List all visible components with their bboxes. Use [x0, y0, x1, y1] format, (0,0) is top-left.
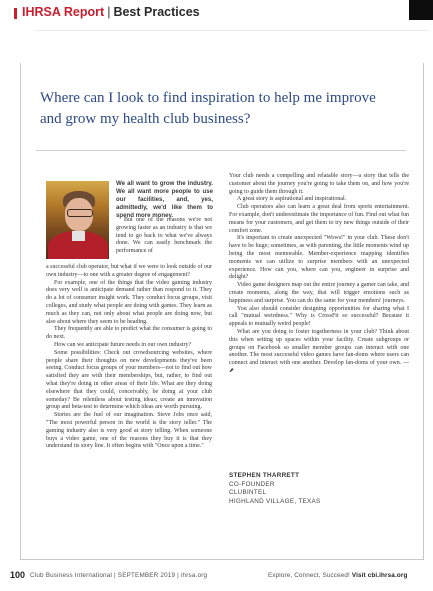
header-section: Best Practices: [113, 5, 200, 19]
footer-tagline: Explore, Connect, Succeed!: [268, 572, 350, 579]
paragraph: Video game designers map out the entire journey a gamer can take, and create moments, along the way, that will trigger emotions such as happiness and surprise. You can do the same for your members' journeys.: [229, 282, 409, 304]
page-number: 100: [10, 570, 26, 580]
paragraph: Stories are the fuel of our imagination. Steve Jobs once said, "The most powerful person in the world is the story teller." The gaming industry also is very good at story telling. When someone buys a video game, one of the reasons they buy it is that they understand its story line. It often begins with "Once upon a time.": [46, 412, 212, 450]
paragraph: Some possibilities: Check out crowdsourcing websites, where people share their thoughts on new developments they've been seeing. Conduct focus groups of your members—not to find out how satisfied they are with their memberships, but, rather, to find out what they're doing in other areas of their life. What are they doing elsewhere that they could, conceivably, be doing at your club someday? Be relentless about testing ideas; create an innovation group and beta-test to determine which ideas are worth pursuing.: [46, 349, 212, 411]
paragraph: Your club needs a compelling and relatable story—a story that tells the customer about the journey you're going to take them on, and how you're going to guide them through it.: [229, 173, 409, 195]
author-title: CO-FOUNDER: [229, 480, 275, 488]
paragraph: What are you doing to foster togetherness in your club? Think about this when setting up spaces within your facility. Create subgroups or groups on Facebook so smaller member groups can interact with one another. The most successful video games have fan-doms where users can connect and interact with one another. Develop fan-doms of your own. —⬈: [229, 328, 409, 374]
paragraph: They frequently are able to predict what the consumer is going to do next.: [46, 326, 212, 341]
paragraph: It's important to create unexpected "Wows!" in your club. These don't have to be huge; sometimes, as with parenting, the little moments wind up being the most memorable. Member-experience mapping identifies moments we can utilize to surprise members with an unexpected experience. How can you, where can you, engineer in surprise and delight?: [229, 235, 409, 281]
header-brand: IHRSA Report: [22, 5, 105, 19]
footer-visit-link[interactable]: Visit cbi.ihrsa.org: [351, 572, 408, 579]
article-lead: We all want to grow the industry. We all want more people to use our facilities, and, yes, admittedly, we'd like them to spend more money.: [116, 180, 213, 219]
header-accent-bar: [14, 8, 17, 19]
page-footer: [0, 570, 433, 584]
author-portrait: [46, 181, 109, 259]
author-name: STEPHEN THARRETT: [229, 472, 300, 479]
paragraph: A great story is aspirational and inspirational.: [237, 196, 347, 203]
column-one-top: [116, 217, 212, 256]
portrait-collar: [72, 231, 85, 241]
footer-publication: Club Business International | SEPTEMBER 2019 | ihrsa.org: [30, 572, 208, 579]
footer-promo: [268, 572, 407, 579]
header-title: [22, 5, 200, 19]
page-header: [0, 0, 433, 24]
author-location: HIGHLAND VILLAGE, TEXAS: [229, 497, 321, 505]
column-one: [46, 264, 212, 451]
paragraph: a successful club operator, but what if we were to look outside of our own industry—to one with a greater degree of engagement?: [46, 264, 212, 278]
question-divider: [36, 150, 406, 151]
header-rule: [34, 30, 429, 31]
portrait-glasses: [67, 209, 93, 217]
paragraph: You also should consider designing opportunities for sharing what I call "mutual weirdness." Why is CrossFit so successful? Because it appeals to mutually weird people!: [229, 305, 409, 328]
author-signature: [229, 472, 409, 506]
article-question: Where can I look to find inspiration to help me improve and grow my health club business?: [40, 90, 376, 127]
header-separator: |: [107, 5, 111, 19]
paragraph: How can we anticipate future needs in our own industry?: [54, 341, 192, 348]
author-company: CLUBINTEL: [229, 489, 267, 496]
paragraph: For example, one of the things that the video gaming industry does very well is anticipate demand rather than respond to it. They do a lot of consumer insight work. They conduct focus groups, visit colleges, and study what people are doing with games. They learn as much as they can, not only about what people are doing now, but also about where they seem to be heading.: [46, 279, 212, 325]
paragraph: But one of the reasons we're not growing faster as an industry is that we tend to go back to what we've always done. We can easily benchmark the performance of: [116, 217, 212, 255]
column-two: [229, 173, 409, 376]
corner-tab: [409, 0, 433, 20]
paragraph: Club operators also can learn a great deal from sports entertainment. For example, don't underestimate the importance of fun. Find out what fun means for your customers, and get them to try new things outside of their comfort zone.: [229, 204, 409, 234]
